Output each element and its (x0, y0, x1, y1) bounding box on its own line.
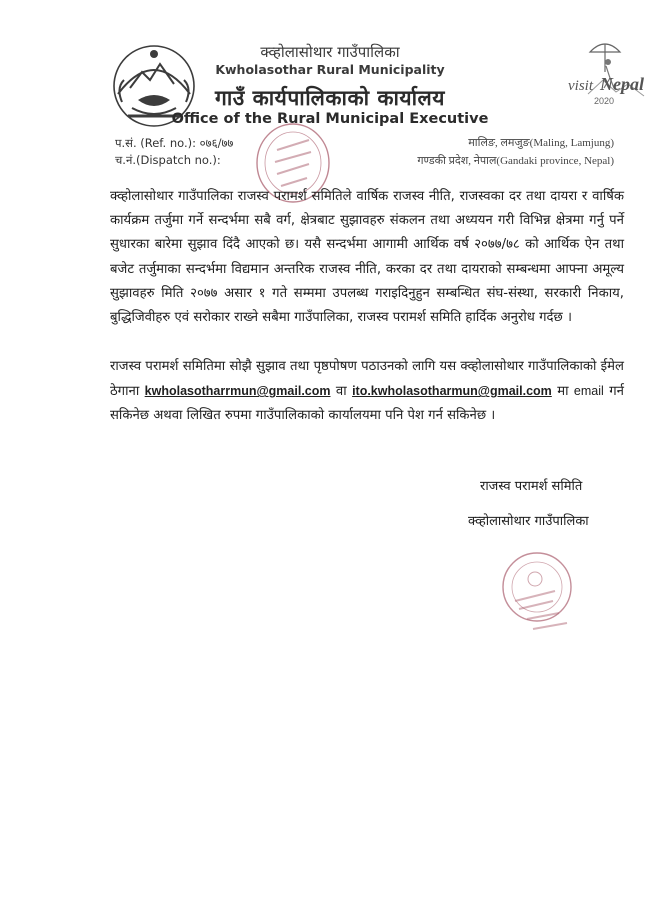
paragraph-2-text-b: मा (557, 384, 569, 400)
municipality-name-nepali: क्व्होलासोथार गाउँपालिका (260, 43, 400, 61)
email-link-secondary[interactable]: ito.kwholasotharmun@gmail.com (352, 384, 552, 399)
office-name-nepali: गाउँ कार्यपालिकाको कार्यालय (215, 86, 445, 110)
logo-year-text: 2020 (594, 96, 615, 106)
paragraph-2-text-c: गर्न सकिनेछ अथवा लिखित रुपमा गाउँपालिकाको कार्यालयमा पनि पेश गर्न सकिनेछ । (110, 384, 624, 424)
paragraph-2-or: वा (335, 384, 347, 400)
ref-value: ०७६/७७ (199, 136, 234, 150)
signature-municipality: क्व्होलासोथार गाउँपालिका (468, 514, 589, 529)
logo-visit-text: visit (568, 78, 593, 94)
paragraph-2-email-word: email (573, 384, 604, 399)
reference-number (115, 136, 233, 151)
logo-nepal-text: Nepal (600, 74, 644, 94)
signature-stamp-icon (497, 543, 575, 647)
municipality-name-english: Kwholasothar Rural Municipality (215, 62, 445, 77)
office-name-english: Office of the Rural Municipal Executive (171, 111, 489, 127)
paragraph-2-text-a: राजस्व परामर्श समितिमा सोझै सुझाव तथा पृष्ठपोषण पठाउनको लागि यस क्व्होलासोथार गाउँपालिकाको ईमेल ठेगाना (110, 359, 624, 400)
address-line-1: मालिङ, लमजुङ(Maling, Lamjung) (468, 137, 614, 149)
body-paragraph-2 (110, 355, 624, 429)
email-link-primary[interactable]: kwholasotharrmun@gmail.com (144, 384, 331, 399)
ref-label: प.सं. (Ref. no.): (115, 136, 196, 150)
visit-nepal-logo (548, 32, 658, 114)
dispatch-number: च.नं.(Dispatch no.): (115, 153, 221, 167)
body-paragraph-1: क्व्होलासोथार गाउँपालिका राजस्व परामर्श समितिले वार्षिक राजस्व नीति, राजस्वका दर तथा दायरा र वार्षिक कार्यक्रम तर्जुमा गर्ने सन्दर्भमा सबै वर्ग, क्षेत्रबाट सुझावहरु संकलन तथा अध्ययन गरी विभिन्न क्षेत्रमा गर्नु पर्ने सुधारका बारेमा सुझाव दिंदै आएको छ। यसै सन्दर्भमा आगामी आर्थिक वर्ष २०७७/७८ को आर्थिक ऐन तथा बजेट तर्जुमाका सन्दर्भमा विद्यमान अन्तरिक राजस्व नीति, करका दर तथा दायराको सम्बन्धमा आफ्ना अमूल्य सुझावहरु मिति २०७७ असार १ गते सम्ममा उपलब्ध गराइदिनुहुन सम्बन्धित संघ-संस्था, सरकारी निकाय, बुद्धिजिवीहरु एवं सरोकार राख्ने सबैमा गाउँपालिका, राजस्व परामर्श समिति हार्दिक अनुरोध गर्दछ । (110, 189, 624, 326)
signature-committee: राजस्व परामर्श समिति (480, 479, 583, 494)
address-line-2: गण्डकी प्रदेश, नेपाल(Gandaki province, Nepal) (417, 155, 614, 167)
